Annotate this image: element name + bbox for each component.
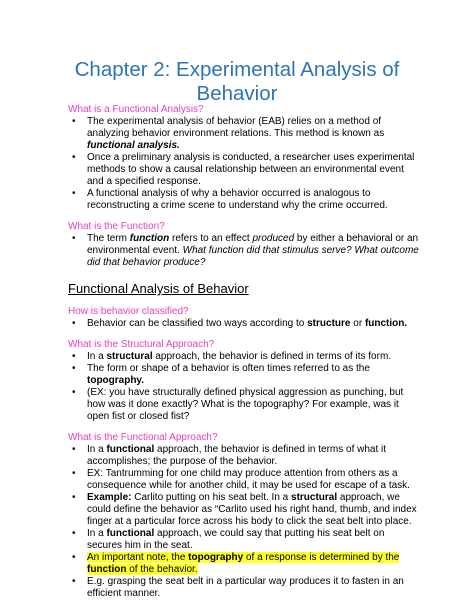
bullet-list: [68, 444, 420, 600]
bold-term: topography: [188, 552, 244, 563]
document-body: [68, 104, 420, 600]
list-item: • A functional analysis of why a behavior occurred is analogous to reconstructing a crime scene to understand why the crime occurred.: [68, 188, 420, 212]
bold-term: topography.: [87, 375, 145, 386]
bold-term: structural: [106, 351, 153, 362]
text: by either a behavioral or an environmental event.: [87, 233, 419, 256]
bullet-list: [68, 318, 420, 330]
title-line-1: Chapter 2: Experimental Analysis of: [74, 58, 400, 81]
italic-term: produced: [252, 233, 295, 244]
bold-term: Example:: [87, 492, 132, 503]
text: of the behavior.: [126, 564, 198, 575]
list-item: • E.g. grasping the seat belt in a particular way produces it to fasten in an efficient manner.: [68, 576, 420, 600]
text: The experimental analysis of behavior (EAB) relies on a method of analyzing behavior environment relations. This method is known as: [87, 116, 385, 139]
bold-term: functional: [106, 528, 155, 539]
text: An important note, the: [87, 552, 189, 563]
bullet-list: [68, 116, 420, 212]
section-heading-function: What is the Function?: [68, 221, 165, 232]
italic-question: What function did that stimulus serve? What outcome did that behavior produce?: [87, 245, 419, 268]
list-item: • (EX: you have structurally defined physical aggression as punching, but how was it done exactly? What is the topography? For example, was it open fist or closed fist?: [68, 387, 420, 423]
text: or: [350, 318, 365, 329]
text: In a: [87, 444, 107, 455]
section-heading-functional-analysis: What is a Functional Analysis?: [68, 104, 204, 115]
bold-italic-term: function: [129, 233, 170, 244]
title-line-2: Behavior: [196, 82, 278, 105]
text: In a: [87, 351, 107, 362]
list-item: • EX: Tantrumming for one child may produce attention from others as a consequence while for another child, it may be used for escape of a task.: [68, 468, 420, 492]
list-item: [68, 351, 420, 363]
text: In a: [87, 528, 107, 539]
list-item: [68, 492, 420, 528]
page-title: [60, 58, 414, 106]
list-item: [68, 444, 420, 468]
list-item: • Once a preliminary analysis is conducted, a researcher uses experimental methods to show a causal relationship between an environmental event and a specified response.: [68, 152, 420, 188]
list-item-highlighted: [68, 552, 420, 576]
bold-term: function: [87, 564, 127, 575]
text: approach, the behavior is defined in terms of its form.: [152, 351, 392, 362]
bold-term: function.: [364, 318, 408, 329]
section-heading-classification: How is behavior classified?: [68, 306, 189, 317]
highlighted-note: [87, 552, 399, 575]
list-item: [68, 318, 420, 330]
list-item: [68, 528, 420, 552]
bullet-list: [68, 351, 420, 423]
bold-term: functional: [106, 444, 155, 455]
text: The term: [87, 233, 130, 244]
list-item: [68, 116, 420, 152]
text: approach, we could say that putting his seat belt on secures him in the seat.: [87, 528, 385, 551]
list-item: [68, 233, 420, 269]
text: The form or shape of a behavior is often times referred to as the: [87, 363, 370, 374]
text: approach, we could define the behavior as “Carlito used his right hand, thumb, and index finger at a particular force across his body to click the seat belt into place.: [87, 492, 417, 527]
text: of a response is determined by the: [243, 552, 400, 563]
bullet-list: [68, 233, 420, 269]
main-section-heading: Functional Analysis of Behavior: [68, 281, 249, 296]
bold-term: structure: [307, 318, 351, 329]
section-heading-structural-approach: What is the Structural Approach?: [68, 339, 215, 350]
text: refers to an effect: [169, 233, 253, 244]
text: Carlito putting on his seat belt. In a: [131, 492, 292, 503]
text: approach, the behavior is defined in terms of what it accomplishes; the purpose of the behavior.: [87, 444, 387, 467]
text: Behavior can be classified two ways according to: [87, 318, 308, 329]
bold-term: structural: [291, 492, 338, 503]
section-heading-functional-approach: What is the Functional Approach?: [68, 432, 218, 443]
list-item: [68, 363, 420, 387]
bold-italic-term: functional analysis.: [87, 140, 180, 151]
